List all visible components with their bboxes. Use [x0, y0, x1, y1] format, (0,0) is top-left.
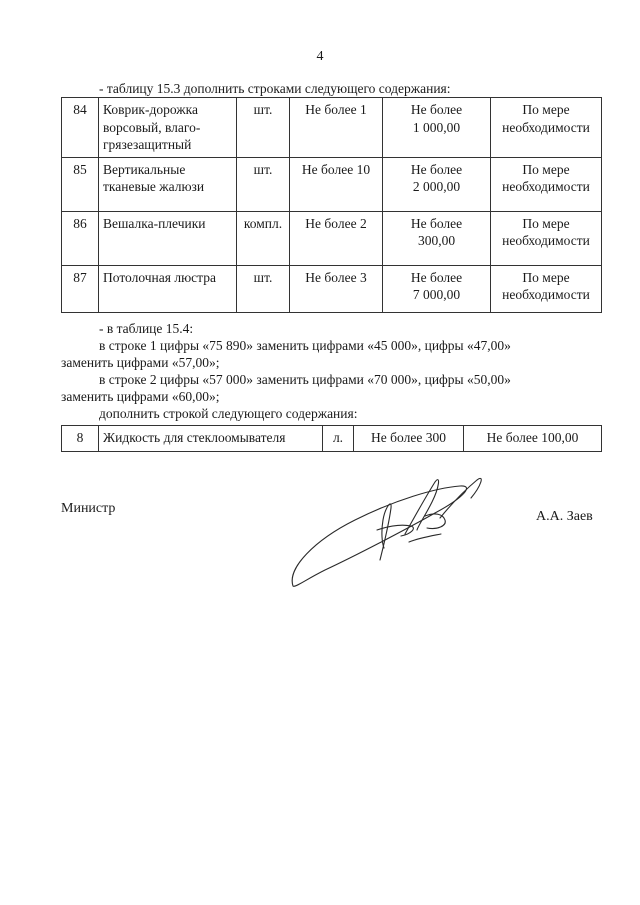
table-15-3-additions: [61, 97, 602, 313]
item-name: Вертикальные тканевые жалюзи: [99, 157, 237, 211]
section-line: заменить цифрами «60,00»;: [61, 389, 220, 404]
intro-line: - таблицу 15.3 дополнить строками следующего содержания:: [99, 81, 451, 96]
table-row: [62, 426, 602, 452]
row-number: 84: [62, 98, 99, 158]
item-price: Не более 7 000,00: [383, 265, 491, 312]
item-quantity: Не более 3: [290, 265, 383, 312]
item-term: По мере необходимости: [491, 211, 602, 265]
signatory-name: А.А. Заев: [536, 509, 593, 524]
item-unit: компл.: [237, 211, 290, 265]
item-unit: л.: [323, 426, 354, 452]
item-quantity: Не более 300: [354, 426, 464, 452]
item-term: По мере необходимости: [491, 265, 602, 312]
item-quantity: Не более 2: [290, 211, 383, 265]
table-row: [62, 211, 602, 265]
item-name: Вешалка-плечики: [99, 211, 237, 265]
page-number: 4: [316, 49, 324, 64]
item-quantity: Не более 1: [290, 98, 383, 158]
row-number: 86: [62, 211, 99, 265]
section-line: дополнить строкой следующего содержания:: [99, 406, 358, 421]
item-name: Коврик-дорожка ворсовый, влаго- грязезащитный: [99, 98, 237, 158]
table-15-4-addition: [61, 425, 602, 452]
item-name: Потолочная люстра: [99, 265, 237, 312]
item-price: Не более 100,00: [464, 426, 602, 452]
item-quantity: Не более 10: [290, 157, 383, 211]
item-term: По мере необходимости: [491, 98, 602, 158]
section-line: в строке 1 цифры «75 890» заменить цифрами «45 000», цифры «47,00»: [99, 338, 511, 353]
item-name: Жидкость для стеклоомывателя: [99, 426, 323, 452]
item-price: Не более 300,00: [383, 211, 491, 265]
signatory-title: Министр: [61, 501, 116, 516]
handwritten-signature: [285, 468, 505, 598]
row-number: 8: [62, 426, 99, 452]
section-line: в строке 2 цифры «57 000» заменить цифрами «70 000», цифры «50,00»: [99, 372, 511, 387]
item-term: По мере необходимости: [491, 157, 602, 211]
item-unit: шт.: [237, 98, 290, 158]
row-number: 87: [62, 265, 99, 312]
table-row: [62, 265, 602, 312]
table-row: [62, 98, 602, 158]
item-price: Не более 2 000,00: [383, 157, 491, 211]
section-heading: - в таблице 15.4:: [99, 321, 194, 336]
section-line: заменить цифрами «57,00»;: [61, 355, 220, 370]
table-row: [62, 157, 602, 211]
item-unit: шт.: [237, 265, 290, 312]
item-unit: шт.: [237, 157, 290, 211]
row-number: 85: [62, 157, 99, 211]
item-price: Не более 1 000,00: [383, 98, 491, 158]
